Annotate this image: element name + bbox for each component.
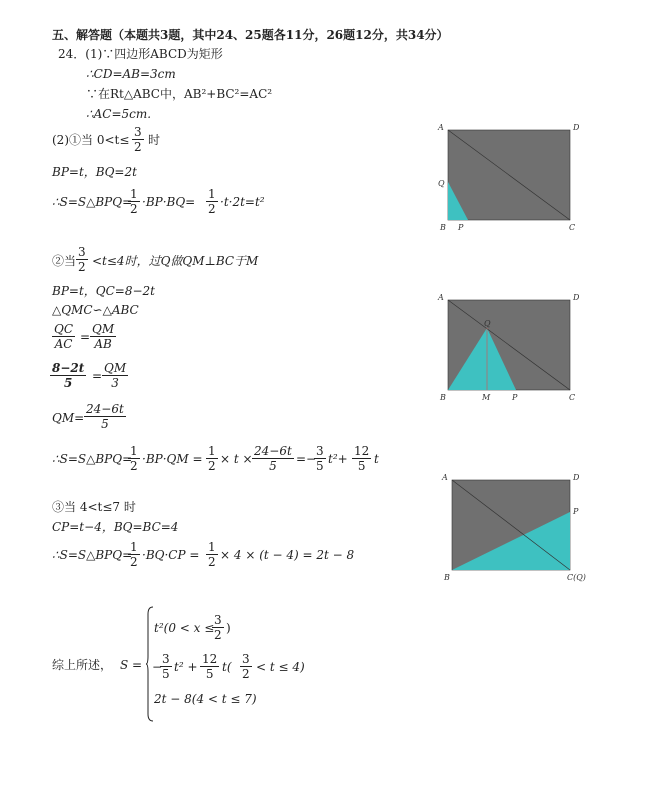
case2-s-mid2: × t × [220, 452, 253, 466]
fig2-label-b: B [440, 393, 446, 402]
case3-condition: ③当 4<t≤7 时 [52, 500, 136, 514]
case2-half-1: $\frac{1}{2}$ [130, 444, 138, 473]
case2-ratio2-eq: = [92, 369, 103, 383]
summary-row1-fraction: $\frac{3}{2}$ [214, 613, 222, 642]
summary-row2-twelve-fifths: $\frac{12}{5}$ [202, 652, 218, 681]
case1-half-1: $\frac{1}{2}$ [130, 187, 138, 216]
fig1-label-b: B [440, 223, 446, 232]
case3-half-1: $\frac{1}{2}$ [130, 540, 138, 569]
case2-twelve-fifths: $\frac{12}{5}$ [354, 444, 370, 473]
figure-case1 [436, 120, 586, 235]
case2-s-eq: =− [296, 452, 317, 466]
case3-s-tail: × 4 × (t − 4) = 2t − 8 [220, 548, 355, 562]
case2-s-prefix: ∴S=S△BPQ= [52, 452, 133, 466]
case2-qm-prefix: QM= [52, 411, 85, 425]
fig2-label-d: D [573, 293, 580, 302]
case2-cond-pre: ②当 [52, 254, 77, 268]
case2-ratio1-right: $\frac{QM}{AB}$ [92, 322, 115, 351]
figure-case2 [436, 288, 586, 403]
case1-bp: BP=t，BQ=2t [52, 165, 137, 179]
case2-cond-post: <t≤4时，过Q做QM⊥BC于M [92, 254, 259, 268]
case2-s-mid: ·BP·QM = [142, 452, 203, 466]
case2-s-fraction: $\frac{24-6t}{5}$ [254, 444, 292, 473]
fig2-label-m: M [482, 393, 491, 402]
case3-s-prefix: ∴S=S△BPQ= [52, 548, 133, 562]
case3-cp: CP=t−4，BQ=BC=4 [52, 520, 179, 534]
summary-row2-minus: − [152, 660, 163, 674]
summary-row3: 2t − 8(4 < t ≤ 7) [154, 692, 257, 706]
case3-s-mid: ·BQ·CP = [142, 548, 200, 562]
fig1-label-p: P [458, 223, 464, 232]
fig1-label-d: D [573, 123, 580, 132]
case1-s-tail: ·t·2t=t² [220, 195, 265, 209]
case2-s-t: t [374, 452, 379, 466]
part1-line2: ∴CD=AB=3cm [86, 67, 176, 81]
summary-row2-t: t( [222, 660, 232, 674]
part1-line4: ∴AC=5cm. [86, 107, 152, 121]
summary-row2-t2: t² + [174, 660, 198, 674]
fig2-label-q: Q [484, 319, 491, 328]
fig3-label-a: A [442, 473, 448, 482]
case2-similar: △QMC∽△ABC [52, 303, 139, 317]
fig2-label-p: P [512, 393, 518, 402]
part1-line3: ∵在Rt△ABC中，AB²+BC²=AC² [86, 87, 273, 101]
fig2-label-c: C [569, 393, 576, 402]
fig1-label-q: Q [438, 179, 445, 188]
case1-condition: (2)①当 0<t≤ [52, 133, 130, 147]
figure-case3 [436, 468, 604, 583]
fig3-label-cq: C(Q) [567, 573, 586, 582]
case1-cond-post: 时 [148, 133, 161, 147]
case2-three-fifths: $\frac{3}{5}$ [316, 444, 324, 473]
case1-s-mid: ·BP·BQ= [142, 195, 196, 209]
summary-s-eq: S = [120, 658, 143, 672]
case2-cond-fraction: $\frac{3}{2}$ [78, 245, 86, 274]
fig1-label-a: A [438, 123, 444, 132]
case1-cond-fraction: $\frac{3}{2}$ [134, 125, 142, 154]
fig3-label-b: B [444, 573, 450, 582]
case2-half-2: $\frac{1}{2}$ [208, 444, 216, 473]
summary-row2-three-fifths: $\frac{3}{5}$ [162, 652, 170, 681]
section-header: 五、解答题（本题共3题，其中24、25题各11分，26题12分，共34分） [52, 28, 449, 42]
case2-ratio2-left: $\frac{8-2t}{5}$ [52, 361, 85, 390]
fig3-label-d: D [573, 473, 580, 482]
fig2-label-a: A [438, 293, 444, 302]
case2-bp: BP=t，QC=8−2t [52, 284, 155, 298]
case1-half-2: $\frac{1}{2}$ [208, 187, 216, 216]
summary-row1: t²(0 < x ≤ [154, 621, 215, 635]
summary-label: 综上所述， [52, 658, 113, 672]
case3-half-2: $\frac{1}{2}$ [208, 540, 216, 569]
fig3-label-p: P [573, 507, 579, 516]
case2-ratio2-right: $\frac{QM}{3}$ [104, 361, 127, 390]
case2-ratio1-left: $\frac{QC}{AC}$ [54, 322, 74, 351]
case2-qm-fraction: $\frac{24-6t}{5}$ [86, 402, 124, 431]
part1-line1: 24．(1)∵四边形ABCD为矩形 [58, 47, 223, 61]
case2-s-t2: t²+ [328, 452, 348, 466]
case2-ratio1-eq: = [80, 330, 91, 344]
summary-row2-end: < t ≤ 4) [256, 660, 305, 674]
summary-row1-end: ) [226, 621, 231, 635]
fig1-label-c: C [569, 223, 576, 232]
summary-row2-three-halves: $\frac{3}{2}$ [242, 652, 250, 681]
case1-s-prefix: ∴S=S△BPQ= [52, 195, 133, 209]
